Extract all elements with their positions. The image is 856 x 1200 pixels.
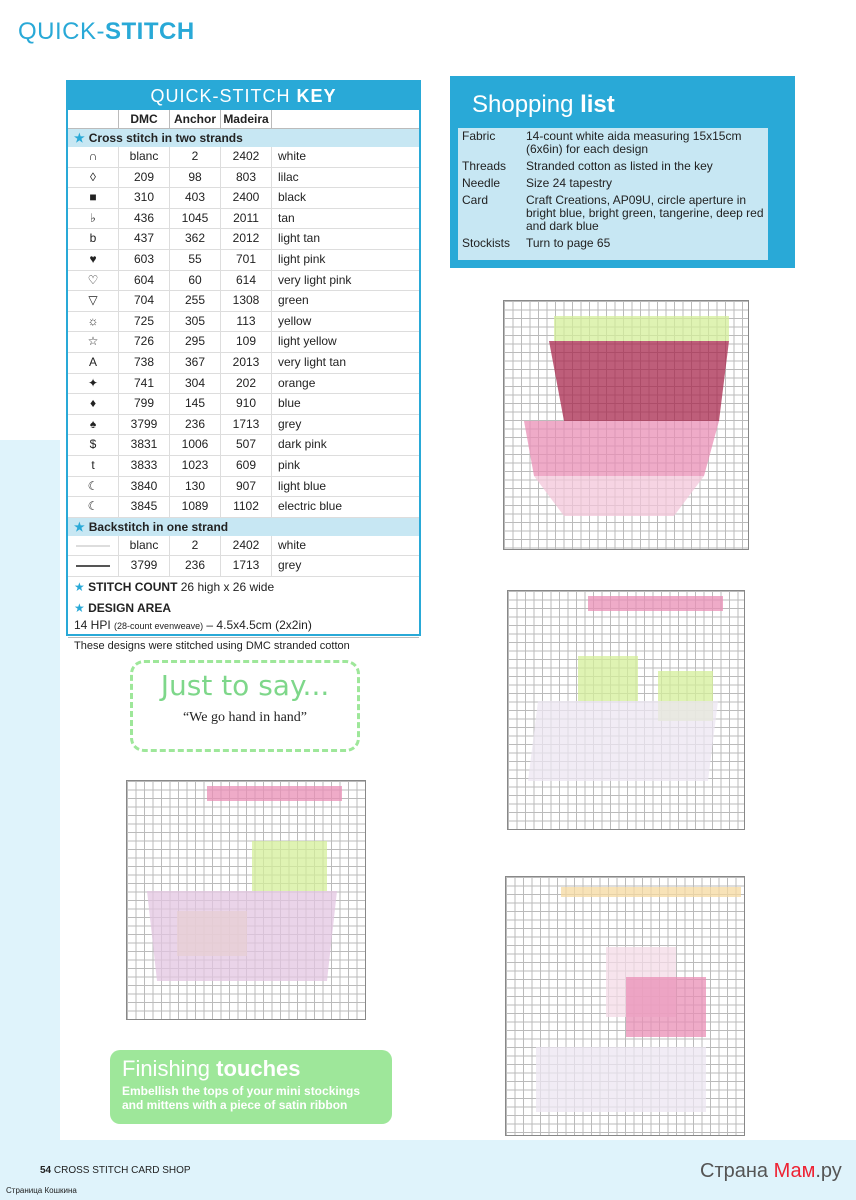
shopping-row: Stockists Turn to page 65 xyxy=(462,236,611,250)
key-row: A 738 367 2013 very light tan xyxy=(68,353,419,374)
symbol: $ xyxy=(68,435,119,455)
symbol: ♦ xyxy=(68,394,119,414)
key-row: ∩ blanc 2 2402 white xyxy=(68,147,419,168)
chart-drawing xyxy=(506,877,744,1135)
symbol: t xyxy=(68,456,119,476)
finishing-title: Finishing touches xyxy=(122,1056,301,1081)
key-row: ✦ 741 304 202 orange xyxy=(68,374,419,395)
shopping-row: Needle Size 24 tapestry xyxy=(462,176,613,190)
symbol: ☾ xyxy=(68,477,119,497)
key-row: ♥ 603 55 701 light pink xyxy=(68,250,419,271)
symbol: ∩ xyxy=(68,147,119,167)
key-row: t 3833 1023 609 pink xyxy=(68,456,419,477)
chart-hat xyxy=(503,300,749,550)
section-backstitch: ★ Backstitch in one strand xyxy=(68,518,419,536)
key-row: $ 3831 1006 507 dark pink xyxy=(68,435,419,456)
symbol: ▽ xyxy=(68,291,119,311)
symbol: A xyxy=(68,353,119,373)
symbol: ◊ xyxy=(68,168,119,188)
chart-mittens-left xyxy=(126,780,366,1020)
shopping-title: Shopping list xyxy=(472,91,615,118)
col-madeira: Madeira xyxy=(221,110,272,128)
key-title: QUICK-STITCH KEY xyxy=(68,82,419,110)
design-area: ★ DESIGN AREA 14 HPI (28-count evenweave) – 4.5x4.5cm (2x2in) xyxy=(74,600,312,632)
chart-drawing xyxy=(508,591,744,829)
finishing-text: Embellish the tops of your mini stockings and mittens with a piece of satin ribbon xyxy=(122,1084,361,1112)
symbol: ♡ xyxy=(68,271,119,291)
credit: Страница Кошкина xyxy=(6,1186,77,1195)
shopping-row: Card Craft Creations, AP09U, circle aperture in bright blue, bright green, tangerine, deep red and dark blue xyxy=(462,193,764,233)
chart-mittens-right xyxy=(507,590,745,830)
symbol: ■ xyxy=(68,188,119,208)
key-row: ♡ 604 60 614 very light pink xyxy=(68,271,419,292)
symbol: ♠ xyxy=(68,415,119,435)
key-row: ▽ 704 255 1308 green xyxy=(68,291,419,312)
symbol: ♥ xyxy=(68,250,119,270)
symbol: b xyxy=(68,229,119,249)
finishing-touches-box xyxy=(110,1050,392,1124)
watermark: Страна Мам.ру xyxy=(700,1160,842,1182)
shopping-list xyxy=(450,76,795,268)
key-row: ◊ 209 98 803 lilac xyxy=(68,168,419,189)
backstitch-line-icon xyxy=(76,565,110,567)
key-note: These designs were stitched using DMC stranded cotton xyxy=(68,637,419,654)
key-column-headers xyxy=(68,110,419,129)
backstitch-line-icon xyxy=(76,545,110,547)
key-row: ☾ 3845 1089 1102 electric blue xyxy=(68,497,419,518)
key-row: ☼ 725 305 113 yellow xyxy=(68,312,419,333)
backstitch-row: blanc 2 2402 white xyxy=(68,536,419,557)
star-icon: ★ xyxy=(74,519,85,534)
page-footer: 54 CROSS STITCH CARD SHOP xyxy=(40,1165,191,1176)
backstitch-row: 3799 236 1713 grey xyxy=(68,556,419,577)
chart-drawing xyxy=(127,781,365,1019)
section-header: QUICK-STITCH xyxy=(18,18,195,45)
chart-stocking xyxy=(505,876,745,1136)
col-anchor: Anchor xyxy=(170,110,221,128)
chart-drawing xyxy=(504,301,748,549)
symbol: ☆ xyxy=(68,332,119,352)
just-to-say-box xyxy=(130,660,360,752)
shopping-body xyxy=(458,128,768,260)
col-dmc: DMC xyxy=(119,110,170,128)
key-row: ♦ 799 145 910 blue xyxy=(68,394,419,415)
just-quote: “We go hand in hand” xyxy=(182,710,308,725)
stitch-count: ★ STITCH COUNT 26 high x 26 wide xyxy=(74,579,275,594)
symbol: ☼ xyxy=(68,312,119,332)
symbol: ♭ xyxy=(68,209,119,229)
key-row: ☆ 726 295 109 light yellow xyxy=(68,332,419,353)
shopping-row: Threads Stranded cotton as listed in the key xyxy=(462,159,713,173)
key-row: b 437 362 2012 light tan xyxy=(68,229,419,250)
symbol: ✦ xyxy=(68,374,119,394)
key-row: ☾ 3840 130 907 light blue xyxy=(68,477,419,498)
section-cross-stitch: ★ Cross stitch in two strands xyxy=(68,129,419,147)
key-row: ♠ 3799 236 1713 grey xyxy=(68,415,419,436)
star-icon: ★ xyxy=(74,131,85,145)
key-row: ♭ 436 1045 2011 tan xyxy=(68,209,419,230)
symbol: ☾ xyxy=(68,497,119,517)
shopping-row: Fabric 14-count white aida measuring 15x15cm (6x6in) for each design xyxy=(462,129,742,156)
stitch-key-table xyxy=(66,80,421,652)
key-row: ■ 310 403 2400 black xyxy=(68,188,419,209)
just-title: Just to say... xyxy=(160,669,330,702)
